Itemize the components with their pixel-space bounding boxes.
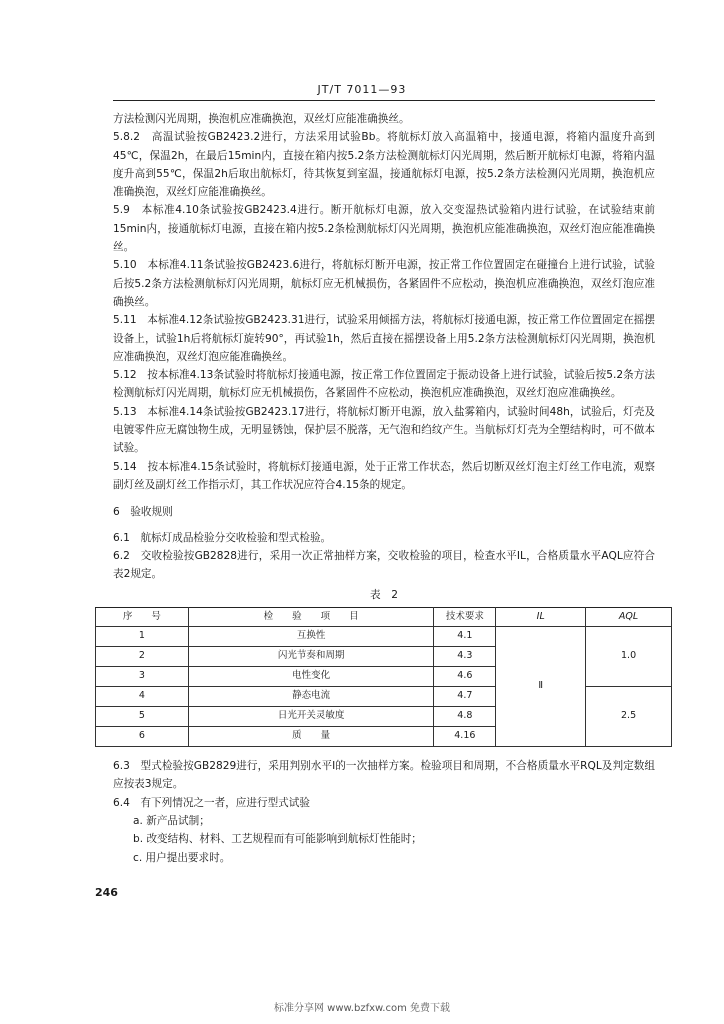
footer-watermark-text: 标准分享网 www.bzfxw.com 免费下载 [274, 1003, 450, 1014]
paragraph-6-1: 6.1 航标灯成品检验分交收检验和型式检验。 [113, 531, 332, 544]
paragraph-5-8-2: 5.8.2 高温试验按GB2423.2进行，方法采用试验Bb。将航标灯放入高温箱中，接通电源，将箱内温度升高到45℃，保温2h，在最后15min内，直接在箱内按5.2条方法检测航标灯闪光周期，然后断开航标灯电源，将箱内温度升高到55℃，保温2h后取出航标灯，待其恢复到室温，接通航标灯电源，按5.2条方法检测闪光周期，换泡机应准确换泡，双丝灯应能准确换丝。 [113, 131, 655, 199]
header-item: 检 验 项 目 [188, 607, 434, 626]
table-row [96, 687, 672, 707]
list-item-b: b. 改变结构、材料、工艺规程而有可能影响到航标灯性能时； [133, 833, 422, 846]
paragraph-6-3: 6.3 型式检验按GB2829进行，采用判别水平Ⅰ的一次抽样方案。检验项目和周期，不合格质量水平RQL及判定数组应按表3规定。 [113, 760, 655, 791]
paragraph-5-13: 5.13 本标准4.14条试验按GB2423.17进行，将航标灯断开电源，放入盐雾箱内，试验时间48h，试验后，灯壳及电镀零件应无腐蚀物生成，无明显锈蚀，保护层不脱落，无气泡和绉纹产生。当航标灯灯壳为全塑结构时，可不做本试验。 [113, 405, 655, 455]
document-body [113, 110, 655, 867]
table-caption: 表 2 [370, 589, 398, 602]
cell-il: Ⅱ [496, 627, 586, 747]
paragraph-5-12: 5.12 按本标准4.13条试验时将航标灯接通电源，按正常工作位置固定于振动设备上进行试验，试验后按5.2条方法检测航标灯闪光周期，航标灯应无机械损伤，各紧固件不应松动，换泡机应准确换泡，双丝灯泡应准确换丝。 [113, 369, 655, 400]
paragraph-5-10: 5.10 本标准4.11条试验按GB2423.6进行，将航标灯断开电源，按正常工作位置固定在碰撞台上进行试验，试验后按5.2条方法检测航标灯闪光周期，航标灯应无机械损伤，各紧固件不应松动，换泡机应准确换泡，双丝灯泡应准确换丝。 [113, 259, 655, 308]
cell-req: 4.16 [434, 727, 496, 747]
cell-aql-group2: 2.5 [586, 687, 672, 747]
cell-req: 4.3 [434, 647, 496, 667]
cell-item: 闪光节奏和周期 [188, 647, 434, 667]
cell-item: 电性变化 [188, 667, 434, 687]
section-6-heading: 6 验收规则 [113, 506, 173, 519]
header-rule [113, 100, 655, 101]
cell-no: 5 [96, 707, 189, 727]
table-row [96, 627, 672, 647]
header-no: 序 号 [96, 607, 189, 626]
paragraph-5-8-1-end: 方法检测闪光周期，换泡机应准确换泡，双丝灯应能准确换丝。 [113, 113, 410, 125]
header-req: 技术要求 [434, 607, 496, 626]
paragraph-5-9: 5.9 本标准4.10条试验按GB2423.4进行。断开航标灯电源，放入交变湿热试验箱内进行试验，在试验结束前15min内，接通航标灯电源，直接在箱内按5.2条检测航标灯闪光周期，换泡机应能准确换泡，双丝灯泡应能准确换丝。 [113, 204, 655, 254]
list-item-a: a. 新产品试制； [133, 814, 210, 827]
paragraph-6-4: 6.4 有下列情况之一者，应进行型式试验 [113, 796, 310, 809]
cell-item: 日光开关灵敏度 [188, 707, 434, 727]
cell-req: 4.7 [434, 687, 496, 707]
list-item-c: c. 用户提出要求时。 [133, 851, 231, 864]
cell-no: 1 [96, 627, 189, 647]
cell-item: 静态电流 [188, 687, 434, 707]
cell-no: 2 [96, 647, 189, 667]
cell-req: 4.8 [434, 707, 496, 727]
paragraph-5-11: 5.11 本标准4.12条试验按GB2423.31进行，试验采用倾摇方法，将航标灯接通电源，按正常工作位置固定在摇摆设备上，试验1h后将航标灯旋转90°，再试验1h，然后直接在摇摆设备上用5.2条方法检测航标灯闪光周期，换泡机应准确换泡，双丝灯泡应能准确换丝。 [113, 314, 655, 363]
page-number: 246 [95, 886, 118, 899]
paragraph-6-2: 6.2 交收检验按GB2828进行，采用一次正常抽样方案，交收检验的项目，检查水平IL，合格质量水平AQL应符合表2规定。 [113, 549, 655, 581]
inspection-table [95, 607, 672, 747]
cell-no: 4 [96, 687, 189, 707]
cell-item: 互换性 [188, 627, 434, 647]
header-aql: AQL [586, 607, 672, 626]
header-il: IL [496, 607, 586, 626]
cell-no: 6 [96, 727, 189, 747]
cell-item: 质 量 [188, 727, 434, 747]
cell-req: 4.1 [434, 627, 496, 647]
cell-req: 4.6 [434, 667, 496, 687]
paragraph-5-14: 5.14 按本标准4.15条试验时，将航标灯接通电源，处于正常工作状态，然后切断双丝灯泡主灯丝工作电流，观察副灯丝及副灯丝工作指示灯，其工作状况应符合4.15条的规定。 [113, 460, 655, 491]
document-code-header: JT/T 7011—93 [317, 83, 407, 96]
table-header-row [96, 607, 672, 626]
cell-aql-group1: 1.0 [586, 627, 672, 687]
cell-no: 3 [96, 667, 189, 687]
